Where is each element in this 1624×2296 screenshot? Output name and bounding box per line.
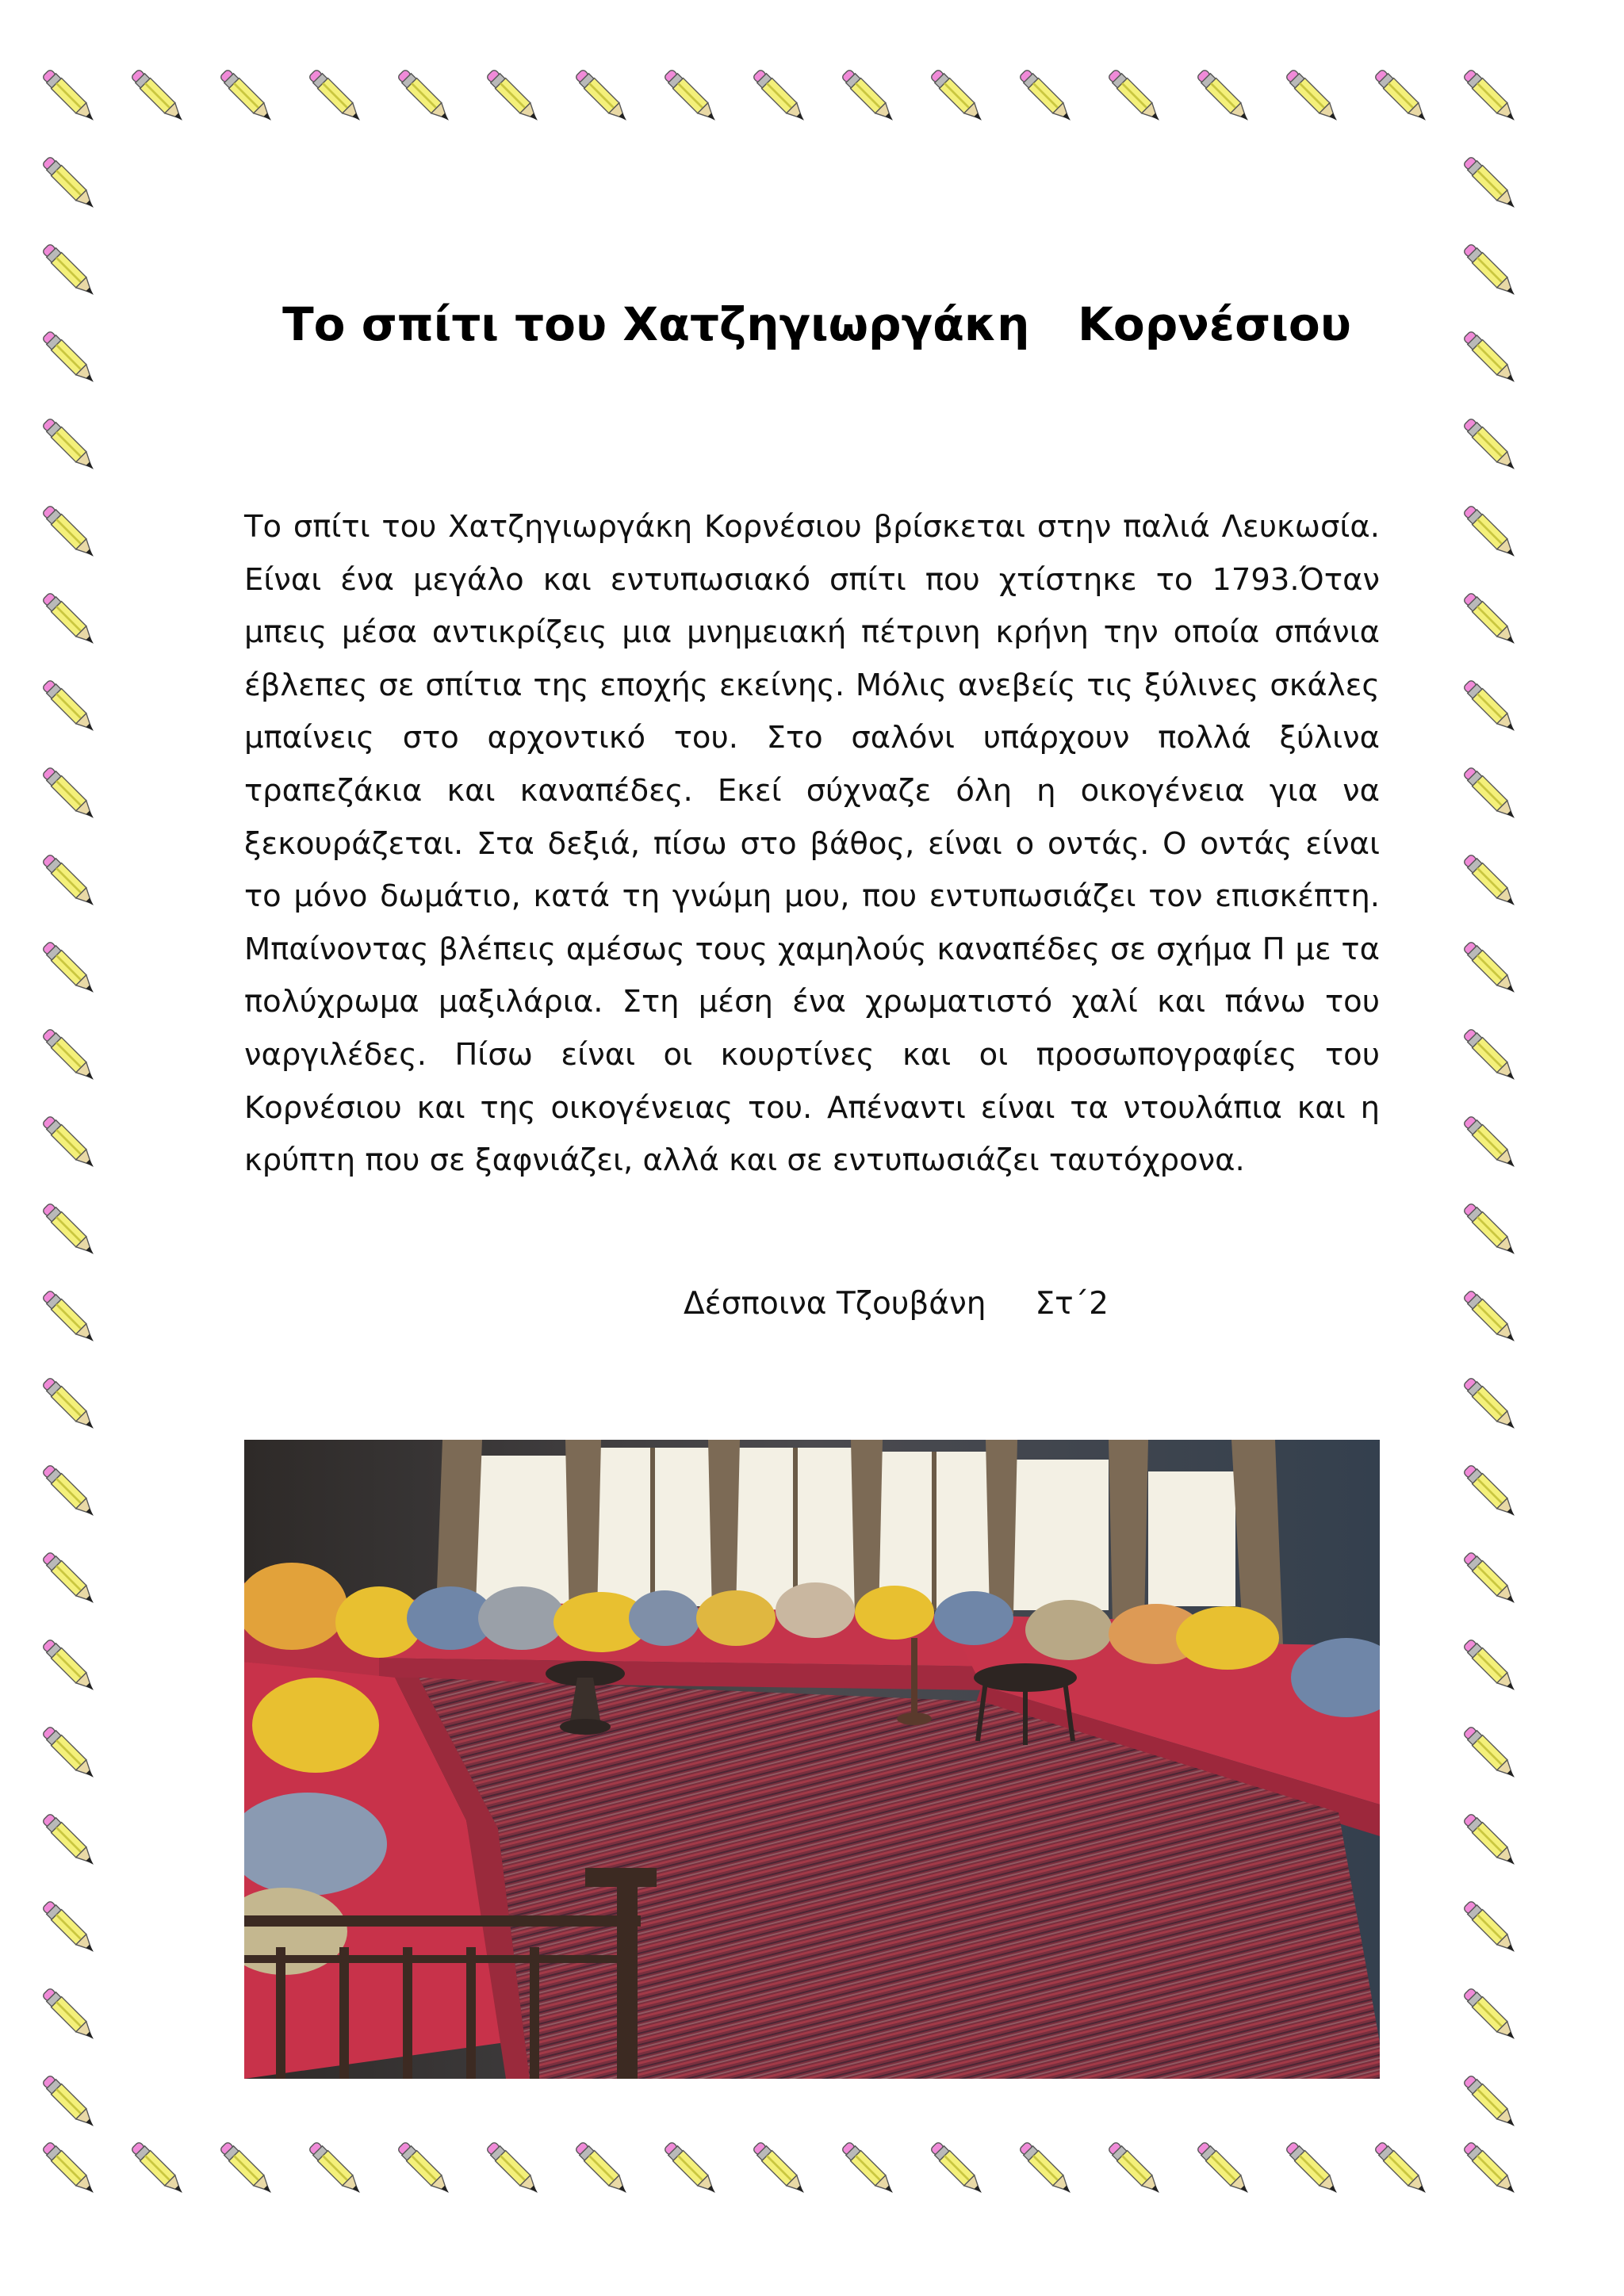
pencil-icon (1365, 2133, 1438, 2206)
pencil-icon (1454, 1804, 1527, 1877)
pencil-icon (744, 60, 817, 133)
pencil-icon (33, 1979, 106, 2052)
pencil-icon (211, 60, 284, 133)
pencil-icon (1454, 409, 1527, 482)
pencil-icon (1454, 932, 1527, 1005)
pencil-icon (655, 2133, 728, 2206)
pencil-icon (1454, 1892, 1527, 1965)
pencil-icon (33, 1020, 106, 1093)
pencil-icon (122, 60, 195, 133)
pencil-icon (1454, 322, 1527, 395)
pencil-icon (389, 2133, 462, 2206)
pencil-icon (1454, 584, 1527, 656)
pencil-icon (566, 60, 639, 133)
pencil-icon (1454, 1107, 1527, 1180)
pencil-icon (1454, 1543, 1527, 1616)
pencil-icon (33, 1281, 106, 1354)
pencil-icon (33, 1368, 106, 1441)
pencil-icon (1454, 60, 1527, 133)
pencil-icon (33, 322, 106, 395)
pencil-icon (833, 2133, 906, 2206)
pencil-icon (1454, 845, 1527, 918)
pencil-icon (33, 758, 106, 831)
pencil-icon (33, 2133, 106, 2206)
pencil-icon (1454, 1456, 1527, 1529)
pencil-icon (33, 671, 106, 744)
pencil-icon (33, 147, 106, 220)
pencil-icon (1277, 60, 1350, 133)
pencil-icon (1099, 2133, 1172, 2206)
pencil-icon (1454, 1368, 1527, 1441)
pencil-icon (1099, 60, 1172, 133)
pencil-icon (1454, 1194, 1527, 1267)
pencil-icon (33, 1630, 106, 1703)
room-interior-photo (244, 1440, 1380, 2079)
pencil-icon (1454, 147, 1527, 220)
pencil-icon (566, 2133, 639, 2206)
pencil-icon (1277, 2133, 1350, 2206)
pencil-icon (33, 60, 106, 133)
pencil-icon (33, 1717, 106, 1790)
pencil-icon (1454, 2066, 1527, 2139)
pencil-icon (33, 235, 106, 308)
pencil-icon (33, 1804, 106, 1877)
pencil-icon (211, 2133, 284, 2206)
pencil-icon (1454, 1630, 1527, 1703)
pencil-icon (1454, 671, 1527, 744)
pencil-icon (122, 2133, 195, 2206)
pencil-icon (33, 409, 106, 482)
pencil-icon (33, 2066, 106, 2139)
pencil-icon (921, 60, 994, 133)
pencil-icon (1188, 60, 1261, 133)
pencil-icon (33, 1194, 106, 1267)
pencil-icon (300, 60, 373, 133)
pencil-icon (1010, 60, 1083, 133)
pencil-icon (1010, 2133, 1083, 2206)
pencil-icon (655, 60, 728, 133)
pencil-icon (1454, 1979, 1527, 2052)
pencil-icon (33, 1107, 106, 1180)
pencil-icon (1365, 60, 1438, 133)
pencil-icon (477, 60, 550, 133)
pencil-icon (833, 60, 906, 133)
pencil-icon (33, 1543, 106, 1616)
pencil-icon (1454, 235, 1527, 308)
pencil-icon (921, 2133, 994, 2206)
pencil-icon (477, 2133, 550, 2206)
document-title: Το σπίτι του Χατζηγιωργάκη Κορνέσιου (282, 297, 1351, 351)
pencil-icon (300, 2133, 373, 2206)
pencil-icon (1454, 758, 1527, 831)
pencil-icon (1454, 1020, 1527, 1093)
pencil-icon (33, 584, 106, 656)
pencil-icon (1454, 496, 1527, 569)
author-signature: Δέσποινα Τζουβάνη Στ΄2 (684, 1286, 1109, 1322)
pencil-icon (33, 1456, 106, 1529)
pencil-icon (1454, 1717, 1527, 1790)
pencil-icon (33, 845, 106, 918)
body-paragraph: Το σπίτι του Χατζηγιωργάκη Κορνέσιου βρίσκεται στην παλιά Λευκωσία. Είναι ένα μεγάλο και εντυπωσιακό σπίτι που χτίστηκε το 1793.Όταν μπεις μέσα αντικρίζεις μια μνημειακή πέτρινη κρήνη την οποία σπάνια έβλεπες σε σπίτια της εποχής εκείνης. Μόλις ανεβείς τις ξύλινες σκάλες μπαίνεις στο αρχοντικό του. Στο σαλόνι υπάρχουν πολλά ξύλινα τραπεζάκια και καναπέδες. Εκεί σύχναζε όλη η οικογένεια για να ξεκουράζεται. Στα δεξιά, πίσω στο βάθος, είναι ο οντάς. Ο οντάς είναι το μόνο δωμάτιο, κατά τη γνώμη μου, που εντυπωσιάζει τον επισκέπτη. Μπαίνοντας βλέπεις αμέσως τους χαμηλούς καναπέδες σε σχήμα Π με τα πολύχρωμα μαξιλάρια. Στη μέση ένα χρωματιστό χαλί και πάνω του ναργιλέδες. Πίσω είναι οι κουρτίνες και οι προσωπογραφίες του Κορνέσιου και της οικογένειας του. Απέναντι είναι τα ντουλάπια και η κρύπτη που σε ξαφνιάζει, αλλά και σε εντυπωσιάζει ταυτόχρονα. (244, 509, 1380, 1179)
pencil-icon (1454, 1281, 1527, 1354)
pencil-icon (33, 496, 106, 569)
pencil-icon (389, 60, 462, 133)
pencil-icon (1454, 2133, 1527, 2206)
pencil-icon (744, 2133, 817, 2206)
pencil-icon (33, 1892, 106, 1965)
pencil-icon (33, 932, 106, 1005)
pencil-icon (1188, 2133, 1261, 2206)
